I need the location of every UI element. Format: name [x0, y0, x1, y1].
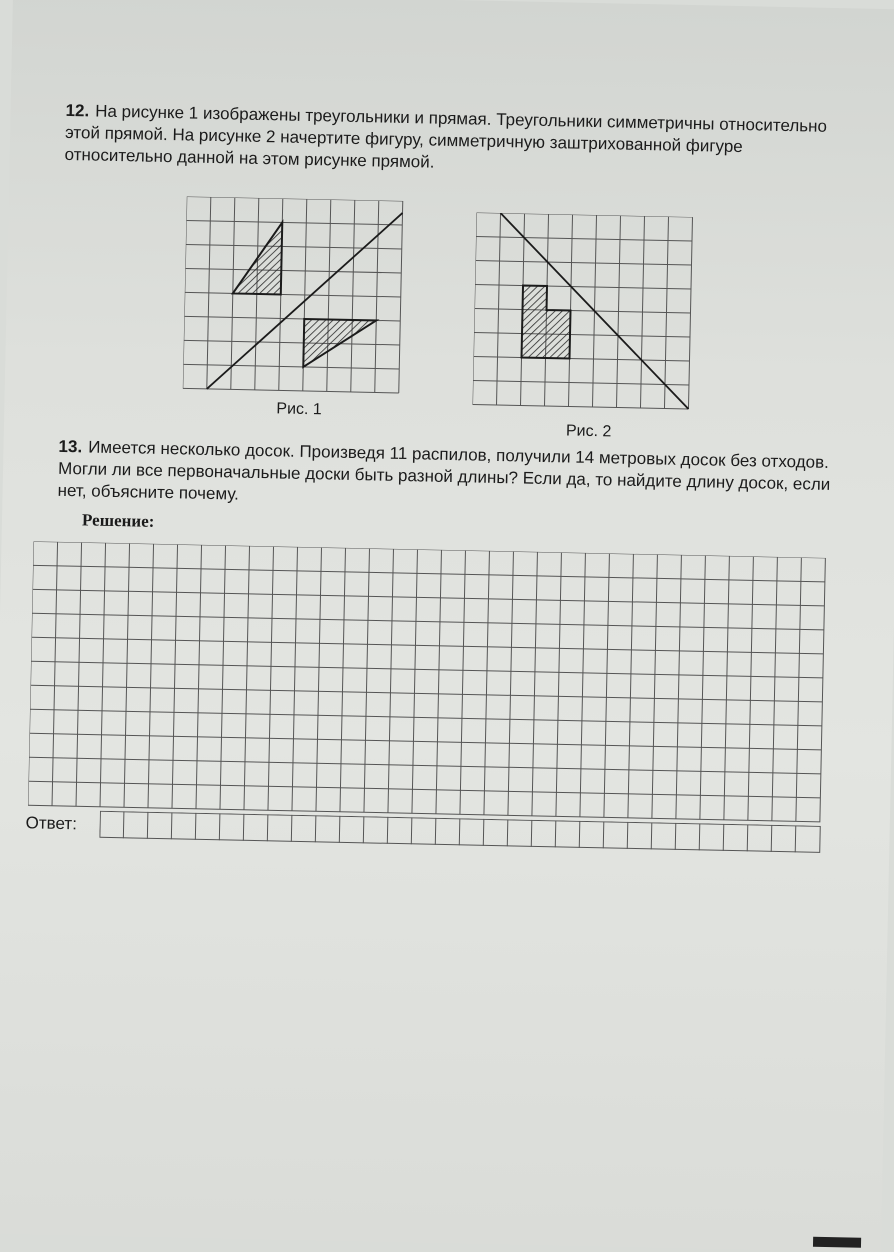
task-13-text: Имеется несколько досок. Произведя 11 распилов, получили 14 метровых досок без отходов. Могли ли все первоначальные доски быть разной длины? Если да, то найдите длину досок, если нет, объясните почему.	[57, 437, 831, 504]
hatched-l-shape	[522, 286, 571, 359]
figure-1	[183, 196, 411, 397]
hatched-triangle-lower	[303, 319, 376, 368]
hatched-triangle-upper	[233, 221, 282, 294]
figure-1-grid	[183, 196, 403, 392]
task-13-number: 13.	[58, 436, 83, 457]
task-12-text: На рисунке 1 изображены треугольники и прямая. Треугольники симметричны относительно этой прямой. На рисунке 2 начертите фигуру, симметричную заштрихованной фигуре относительно данной на этом рисунке прямой.	[64, 101, 828, 172]
figure-2-caption: Рис. 2	[565, 422, 612, 441]
solution-label: Решение:	[81, 510, 155, 531]
figure-2	[472, 213, 700, 418]
solution-grid[interactable]	[28, 541, 833, 826]
task-13	[57, 436, 848, 519]
answer-label: Ответ:	[25, 813, 78, 834]
page-number-mark	[813, 1237, 861, 1248]
figure-1-caption: Рис. 1	[276, 400, 322, 419]
task-12-number: 12.	[65, 100, 90, 121]
task-12	[64, 100, 855, 183]
